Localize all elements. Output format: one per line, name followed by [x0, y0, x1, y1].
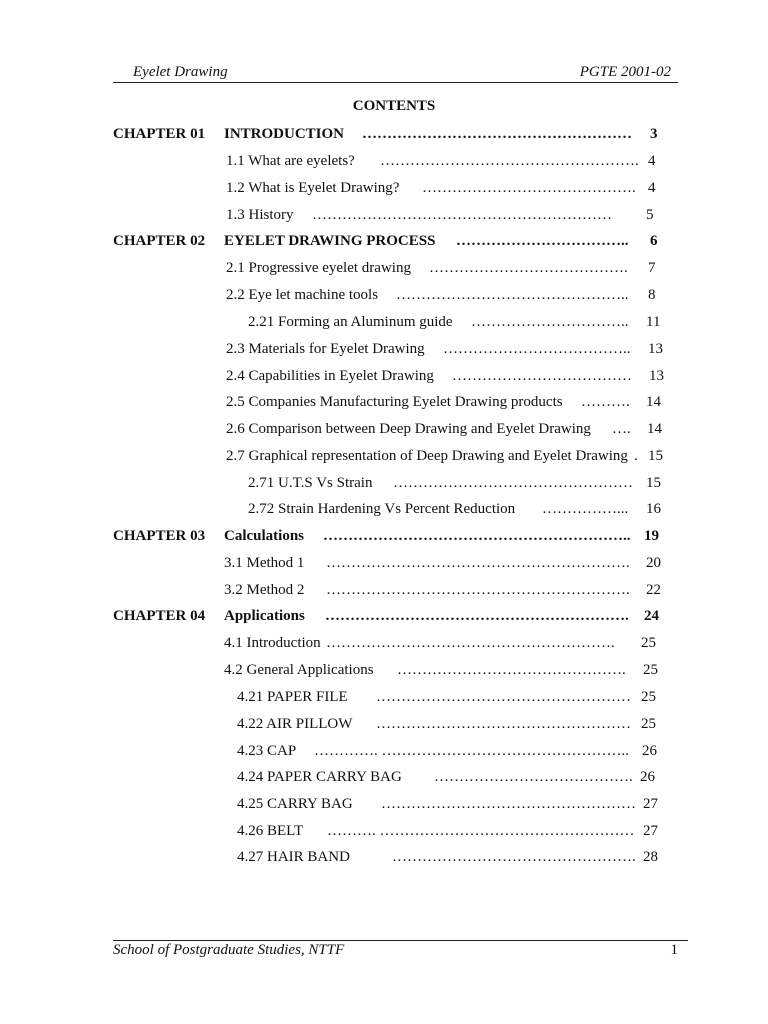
toc-page-number: 4 — [648, 180, 656, 196]
toc-chapter-row — [0, 231, 768, 251]
toc-dot-leader: ……………………………………………………. — [326, 555, 630, 571]
toc-entry-title: 2.5 Companies Manufacturing Eyelet Drawing products — [226, 394, 563, 410]
toc-page-number: 28 — [643, 849, 658, 865]
toc-entry-title: Calculations — [224, 528, 305, 544]
toc-section-row — [0, 499, 768, 519]
toc-entry-title: 2.72 Strain Hardening Vs Percent Reduction — [248, 501, 516, 517]
toc-dot-leader: …………………………………………. — [392, 849, 636, 865]
footer-page-number: 1 — [670, 942, 678, 958]
toc-section-row — [0, 419, 768, 439]
footer-institution: School of Postgraduate Studies, NTTF — [113, 942, 345, 958]
toc-page-number: 15 — [648, 448, 663, 464]
toc-entry-title: 2.21 Forming an Aluminum guide — [248, 314, 453, 330]
toc-entry-title: 2.71 U.T.S Vs Strain — [248, 475, 373, 491]
toc-dot-leader: ……………... — [542, 501, 629, 517]
toc-section-row — [0, 178, 768, 198]
toc-page-number: 8 — [648, 287, 656, 303]
toc-page-number: 13 — [648, 341, 663, 357]
toc-section-row — [0, 714, 768, 734]
toc-page-number: 25 — [643, 662, 658, 678]
toc-page-number: 14 — [647, 421, 662, 437]
toc-chapter-number: CHAPTER 03 — [113, 528, 206, 544]
toc-entry-title: 2.1 Progressive eyelet drawing — [226, 260, 411, 276]
toc-dot-leader: …………………………………………………. — [326, 635, 615, 651]
toc-dot-leader: ……………………………………….. — [396, 287, 629, 303]
header-course-code: PGTE 2001-02 — [579, 64, 671, 80]
contents-title: CONTENTS — [352, 98, 436, 114]
toc-page-number: 16 — [646, 501, 661, 517]
toc-section-row — [0, 580, 768, 600]
toc-entry-title: 3.1 Method 1 — [224, 555, 305, 571]
toc-entry-title: 4.24 PAPER CARRY BAG — [237, 769, 402, 785]
toc-dot-leader: …. — [612, 421, 631, 437]
toc-dot-leader: ……………………………………. — [422, 180, 636, 196]
toc-page-number: 24 — [644, 608, 659, 624]
toc-entry-title: INTRODUCTION — [224, 126, 345, 142]
toc-dot-leader: …………………………………. — [434, 769, 633, 785]
toc-entry-title: EYELET DRAWING PROCESS — [224, 233, 436, 249]
toc-section-row — [0, 366, 768, 386]
toc-page-number: 27 — [643, 796, 658, 812]
toc-dot-leader: ……………………………….. — [443, 341, 631, 357]
toc-dot-leader: …………………………………………………… — [312, 207, 612, 223]
toc-page-number: 3 — [650, 126, 658, 142]
toc-section-row — [0, 285, 768, 305]
toc-page-number: 26 — [640, 769, 655, 785]
toc-entry-title: 4.1 Introduction — [224, 635, 321, 651]
toc-dot-leader: ……………………………………………. — [380, 153, 639, 169]
toc-section-row — [0, 473, 768, 493]
toc-chapter-number: CHAPTER 01 — [113, 126, 206, 142]
toc-entry-title: 4.26 BELT — [237, 823, 304, 839]
page-footer — [113, 940, 688, 958]
header-document-title: Eyelet Drawing — [133, 64, 228, 80]
toc-entry-title: 2.3 Materials for Eyelet Drawing — [226, 341, 425, 357]
toc-section-row — [0, 821, 768, 841]
toc-page-number: 7 — [648, 260, 656, 276]
toc-dot-leader: ………………………………………… — [393, 475, 633, 491]
toc-entry-title: 2.2 Eye let machine tools — [226, 287, 379, 303]
toc-entry-title: Applications — [224, 608, 305, 624]
toc-dot-leader: ……………………………………………… — [362, 126, 632, 142]
toc-dot-leader: ……………………………………………………. — [326, 582, 630, 598]
toc-entry-title: 2.4 Capabilities in Eyelet Drawing — [226, 368, 434, 384]
toc-dot-leader: …………………………………………… — [381, 796, 636, 812]
toc-page-number: 11 — [646, 314, 661, 330]
toc-section-row — [0, 312, 768, 332]
page-header — [113, 64, 678, 83]
toc-chapter-row — [0, 124, 768, 144]
toc-section-row — [0, 660, 768, 680]
toc-page-number: 13 — [649, 368, 664, 384]
toc-page-number: 5 — [646, 207, 654, 223]
toc-entry-title: 1.3 History — [226, 207, 294, 223]
toc-chapter-row — [0, 526, 768, 546]
toc-page-number: 25 — [641, 716, 656, 732]
toc-section-row — [0, 446, 768, 466]
toc-entry-title: 1.1 What are eyelets? — [226, 153, 355, 169]
toc-entry-title: 2.7 Graphical representation of Deep Drawing and Eyelet Drawing — [226, 448, 628, 464]
toc-section-row — [0, 205, 768, 225]
toc-section-row — [0, 339, 768, 359]
toc-entry-title: 3.2 Method 2 — [224, 582, 305, 598]
toc-page-number: 20 — [646, 555, 661, 571]
toc-section-row — [0, 794, 768, 814]
toc-entry-title: 4.27 HAIR BAND — [237, 849, 350, 865]
toc-entry-title: 1.2 What is Eyelet Drawing? — [226, 180, 400, 196]
toc-page-number: 25 — [641, 635, 656, 651]
toc-dot-leader: ………. …………………………………………… — [327, 823, 635, 839]
toc-entry-title: 2.6 Comparison between Deep Drawing and Eyelet Drawing — [226, 421, 591, 437]
toc-entry-title: 4.2 General Applications — [224, 662, 374, 678]
toc-page-number: 4 — [648, 153, 656, 169]
toc-chapter-number: CHAPTER 04 — [113, 608, 206, 624]
toc-section-row — [0, 847, 768, 867]
toc-dot-leader: …………………………….. — [456, 233, 629, 249]
toc-page-number: 15 — [646, 475, 661, 491]
toc-page-number: 19 — [644, 528, 659, 544]
toc-dot-leader: ……………………………………………………. — [325, 608, 629, 624]
toc-section-row — [0, 741, 768, 761]
toc-entry-title: 4.25 CARRY BAG — [237, 796, 353, 812]
toc-chapter-number: CHAPTER 02 — [113, 233, 206, 249]
toc-section-row — [0, 767, 768, 787]
toc-chapter-row — [0, 606, 768, 626]
toc-dot-leader: ……………………………… — [452, 368, 632, 384]
toc-dot-leader: . — [634, 448, 638, 464]
toc-dot-leader: …………. ………………………………………….. — [314, 743, 629, 759]
toc-page-number: 25 — [641, 689, 656, 705]
toc-dot-leader: ………………………………………. — [397, 662, 626, 678]
toc-dot-leader: …………………………………………… — [376, 689, 631, 705]
toc-entry-title: 4.23 CAP — [237, 743, 297, 759]
toc-entry-title: 4.21 PAPER FILE — [237, 689, 348, 705]
toc-dot-leader: …………………………………. — [429, 260, 628, 276]
toc-page-number: 27 — [643, 823, 658, 839]
toc-section-row — [0, 151, 768, 171]
toc-section-row — [0, 258, 768, 278]
toc-section-row — [0, 392, 768, 412]
toc-section-row — [0, 687, 768, 707]
toc-page-number: 26 — [642, 743, 657, 759]
toc-section-row — [0, 553, 768, 573]
toc-dot-leader: ………………………….. — [471, 314, 629, 330]
toc-dot-leader: …………………………………………… — [376, 716, 631, 732]
toc-dot-leader: ………. — [581, 394, 630, 410]
toc-page-number: 6 — [650, 233, 658, 249]
toc-page-number: 14 — [646, 394, 661, 410]
toc-section-row — [0, 633, 768, 653]
toc-entry-title: 4.22 AIR PILLOW — [237, 716, 353, 732]
toc-page-number: 22 — [646, 582, 661, 598]
toc-dot-leader: …………………………………………………….. — [323, 528, 631, 544]
